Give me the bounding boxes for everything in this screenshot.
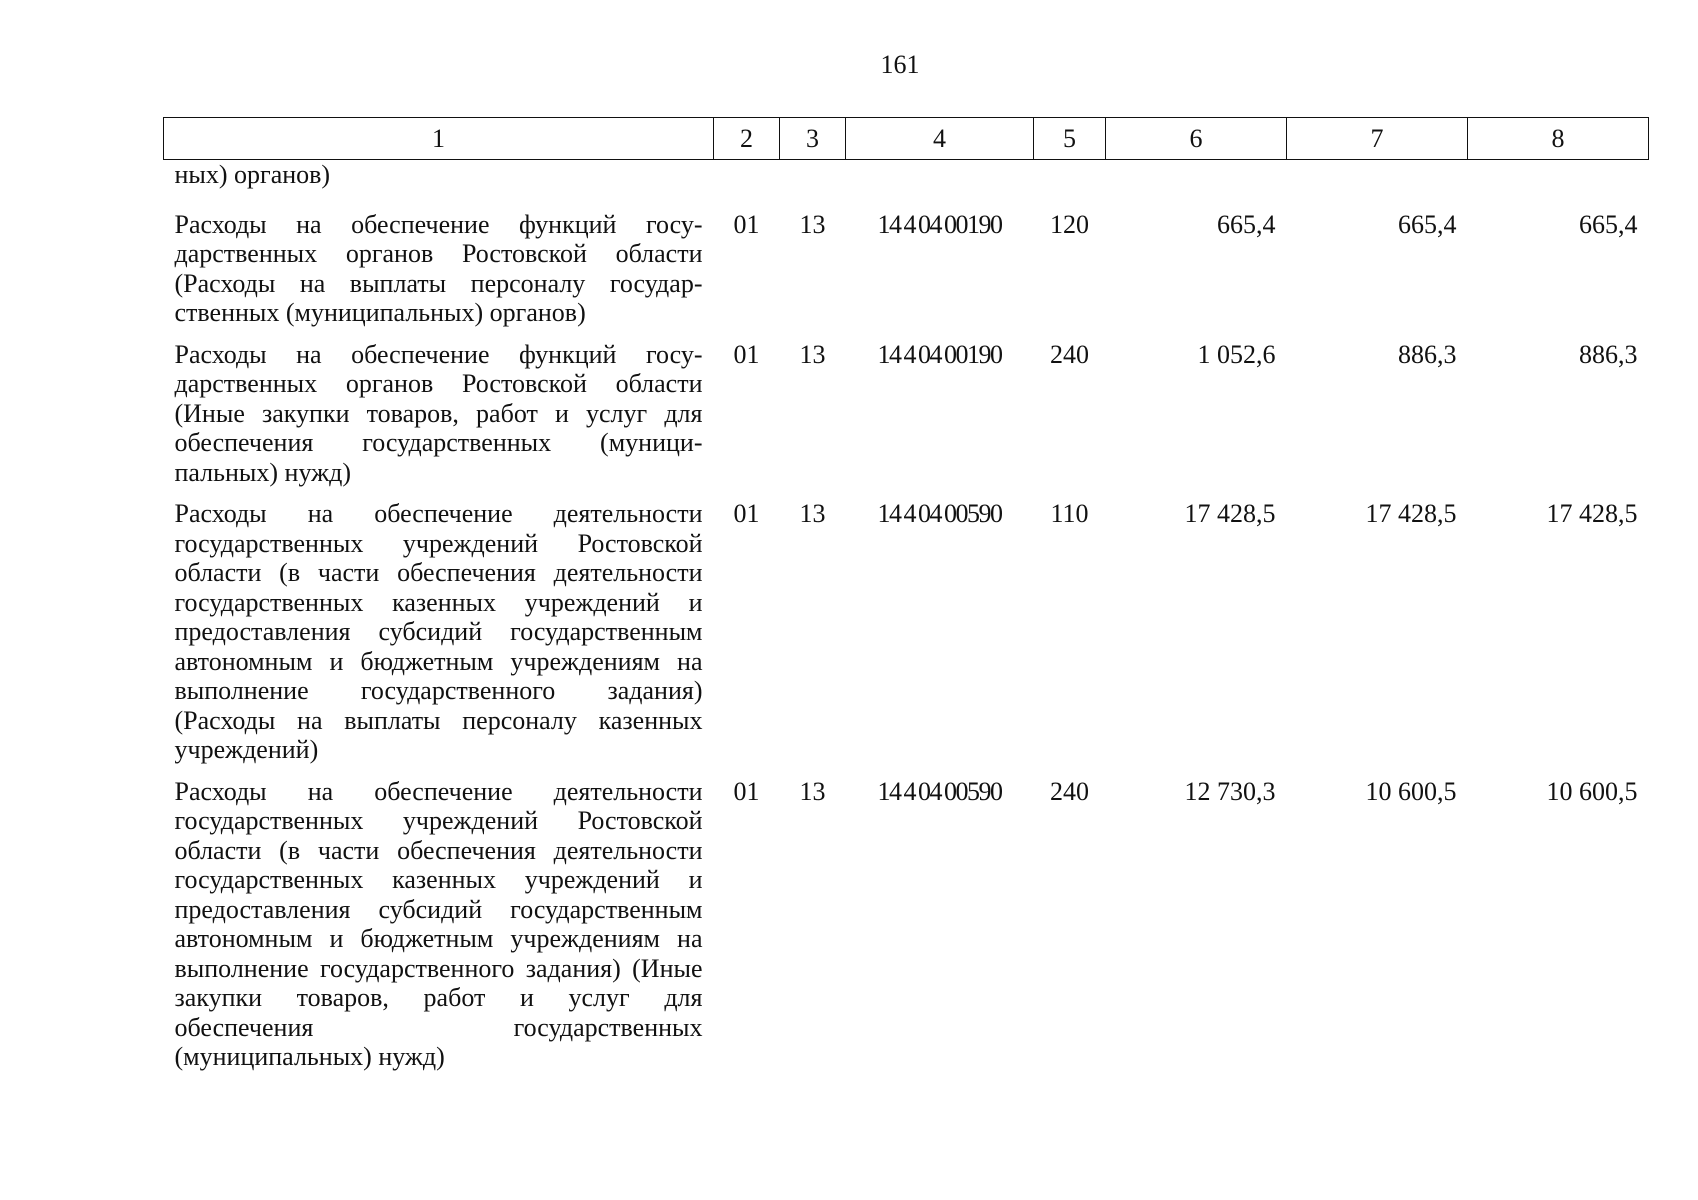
page-number: 161: [880, 50, 920, 79]
header-col-7: 7: [1287, 118, 1468, 160]
continuation-text: ных) органов): [174, 160, 331, 189]
row-target-article-code: 14 4 04 00190: [877, 209, 1002, 239]
row-description: Расходы на обеспечение деятельности государственных учреждений Ростовской области (в части обеспечения деятельности государственных казенных учреждений и предоставления субсидий государственным автономным и бюджетным учреждениям на выполнение государственного задания) (Расходы на выплаты персоналу казенных учреждений): [174, 499, 703, 764]
row-subsection-code: 13: [799, 776, 826, 806]
row-amount-col-8: 886,3: [1579, 339, 1638, 369]
row-expense-type-code: 240: [1050, 339, 1089, 369]
header-col-6: 6: [1106, 118, 1287, 160]
header-col-4: 4: [846, 118, 1034, 160]
row-target-article-code: 14 4 04 00190: [877, 339, 1002, 369]
row-section-code: 01: [733, 209, 760, 239]
row-subsection-code: 13: [799, 499, 826, 528]
row-amount-col-8: 665,4: [1579, 209, 1638, 239]
row-amount-col-6: 12 730,3: [1184, 776, 1276, 806]
header-col-2: 2: [714, 118, 780, 160]
header-col-1: 1: [164, 118, 714, 160]
row-description: Расходы на обеспечение функций государственных органов Ростовской области (Иные закупки товаров, работ и услуг для обеспечения государственных (муниципальных) нужд): [174, 339, 703, 487]
row-subsection-code: 13: [799, 209, 826, 239]
table-row: [164, 499, 1649, 777]
row-section-code: 01: [733, 339, 760, 369]
row-expense-type-code: 120: [1050, 209, 1089, 239]
row-amount-col-7: 10 600,5: [1365, 776, 1457, 806]
row-target-article-code: 14 4 04 00590: [877, 776, 1002, 806]
row-section-code: 01: [733, 499, 760, 528]
row-amount-col-7: 665,4: [1398, 209, 1457, 239]
row-subsection-code: 13: [799, 339, 826, 369]
table-row: [164, 777, 1649, 1084]
row-amount-col-6: 17 428,5: [1184, 499, 1276, 528]
table-header: [164, 118, 1649, 160]
row-expense-type-code: 240: [1050, 776, 1089, 806]
row-amount-col-6: 1 052,6: [1197, 339, 1276, 369]
row-description: Расходы на обеспечение деятельности государственных учреждений Ростовской области (в части обеспечения деятельности государственных казенных учреждений и предоставления субсидий государственным автономным и бюджетным учреждениям на выполнение государственного задания) (Иные закупки товаров, работ и услуг для обеспечения государственных (муниципальных) нужд): [174, 776, 703, 1071]
row-expense-type-code: 110: [1050, 499, 1089, 528]
header-row: [164, 118, 1649, 160]
row-amount-col-6: 665,4: [1217, 209, 1276, 239]
row-description: Расходы на обеспечение функций государственных органов Ростовской области (Расходы на выплаты персоналу государственных (муниципальных) органов): [174, 209, 703, 327]
row-amount-col-7: 17 428,5: [1365, 499, 1457, 528]
header-col-8: 8: [1468, 118, 1649, 160]
continuation-row: [164, 160, 1649, 210]
header-col-3: 3: [780, 118, 846, 160]
row-section-code: 01: [733, 776, 760, 806]
table-row: [164, 210, 1649, 340]
budget-table: [163, 117, 1649, 1084]
table-row: [164, 340, 1649, 500]
row-amount-col-8: 17 428,5: [1546, 499, 1638, 528]
row-amount-col-8: 10 600,5: [1546, 776, 1638, 806]
row-amount-col-7: 886,3: [1398, 339, 1457, 369]
header-col-5: 5: [1034, 118, 1106, 160]
row-target-article-code: 14 4 04 00590: [877, 499, 1002, 528]
table-body: [164, 160, 1649, 1084]
